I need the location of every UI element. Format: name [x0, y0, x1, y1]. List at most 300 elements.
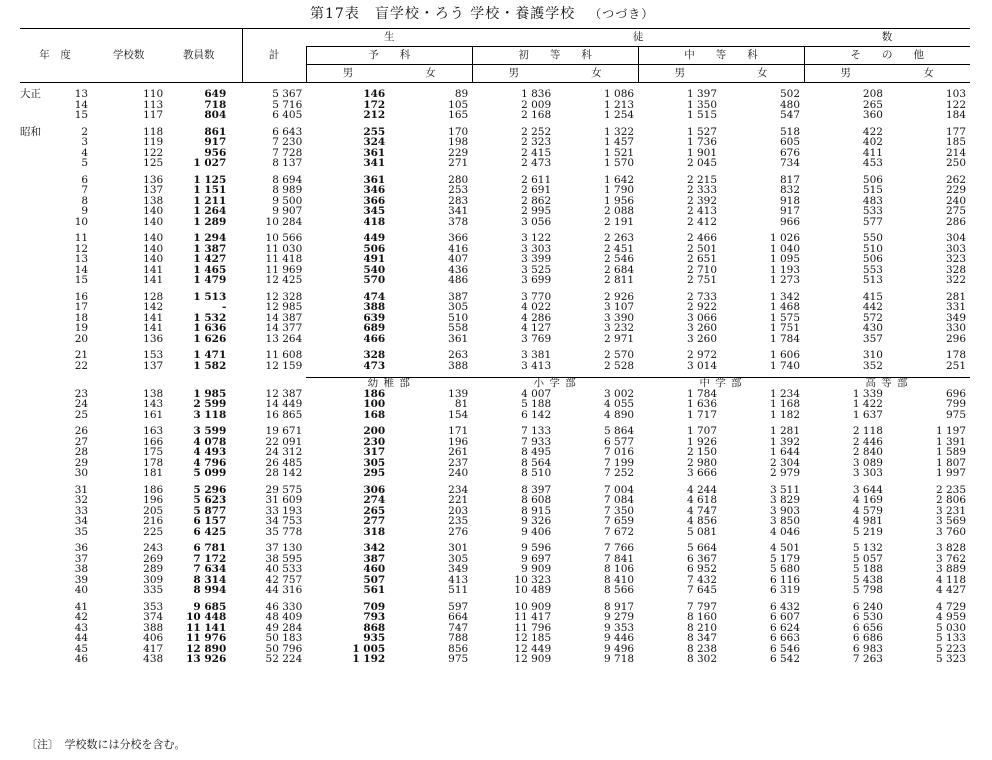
spacer-cell: [230, 602, 242, 613]
value-cell: 14 449: [265, 398, 303, 410]
value-cell: 676: [779, 146, 800, 159]
title-sub: （つづき）: [589, 7, 655, 21]
spacer-cell: [230, 426, 242, 437]
value-cell: 6 686: [852, 632, 883, 644]
value-cell: 5 132: [852, 542, 883, 554]
era-cell: [20, 185, 53, 196]
value-cell: 361: [448, 332, 469, 345]
year-cell: 15: [74, 274, 89, 286]
value-cell: 9 697: [521, 552, 552, 565]
value-cell: 234: [448, 483, 469, 496]
value-cell: 225: [143, 525, 164, 538]
value-cell: 5 367: [272, 88, 303, 100]
value-cell: 310: [862, 349, 883, 361]
value-cell: 1 575: [769, 311, 800, 324]
era-cell: [20, 323, 53, 334]
spacer-cell: [230, 275, 242, 286]
value-cell: 13 926: [186, 653, 227, 665]
value-cell: 1 342: [769, 290, 800, 303]
value-cell: 2 599: [193, 398, 227, 410]
value-cell: 250: [945, 157, 966, 169]
value-cell: 436: [448, 263, 469, 276]
value-cell: 306: [363, 483, 386, 496]
era-cell: [20, 313, 53, 324]
value-cell: 140: [143, 253, 164, 265]
value-cell: 10 448: [186, 611, 227, 623]
spacer-cell: [230, 516, 242, 527]
value-cell: 6 983: [852, 642, 883, 655]
value-cell: 483: [862, 194, 883, 207]
value-cell: 453: [862, 157, 883, 169]
value-cell: 3 303: [852, 467, 883, 479]
spacer-cell: [230, 302, 242, 313]
value-cell: 37 130: [265, 542, 303, 554]
table-row: [20, 275, 970, 286]
year-cell: 11: [74, 232, 89, 244]
value-cell: 466: [363, 332, 386, 345]
value-cell: 430: [862, 322, 883, 334]
value-cell: 9 909: [521, 563, 552, 575]
value-cell: 402: [862, 136, 883, 148]
value-cell: 3 569: [935, 515, 966, 527]
value-cell: 137: [143, 359, 164, 372]
value-cell: 2 528: [604, 359, 635, 372]
value-cell: 14 377: [265, 322, 303, 334]
value-cell: 4 286: [521, 311, 552, 324]
value-cell: 286: [945, 215, 966, 228]
table-row: [20, 516, 970, 527]
table-header: [20, 29, 970, 90]
value-cell: 200: [363, 425, 386, 437]
value-cell: 1 636: [686, 398, 718, 410]
value-cell: 1 086: [604, 88, 635, 100]
year-cell: 25: [74, 408, 89, 421]
value-cell: 917: [779, 205, 800, 217]
value-cell: 212: [363, 109, 386, 121]
year-cell: 34: [74, 515, 89, 527]
value-cell: 2 972: [686, 349, 718, 361]
value-cell: 7 004: [604, 483, 635, 496]
value-cell: 6 319: [769, 584, 800, 596]
spacer-cell: [230, 554, 242, 565]
value-cell: 1 264: [193, 205, 227, 217]
value-cell: 8 566: [604, 584, 635, 596]
header-female: 女: [389, 65, 472, 83]
value-cell: 280: [448, 173, 469, 186]
value-cell: 7 766: [604, 542, 635, 554]
value-cell: 1 422: [852, 398, 883, 410]
value-cell: 251: [945, 359, 966, 372]
value-cell: 1 350: [686, 98, 718, 111]
value-cell: 214: [945, 146, 966, 159]
value-cell: 301: [448, 542, 469, 554]
era-cell: [20, 543, 53, 554]
value-cell: 8 495: [521, 446, 552, 458]
value-cell: 142: [143, 301, 164, 313]
value-cell: 2 684: [604, 263, 635, 276]
era-cell: [20, 350, 53, 361]
value-cell: 186: [363, 387, 386, 400]
value-cell: 7 350: [604, 504, 635, 517]
era-cell: [20, 389, 53, 400]
value-cell: 3 829: [769, 494, 800, 506]
year-cell: 13: [74, 253, 89, 265]
value-cell: 240: [945, 194, 966, 207]
subheader-chugakubu: 中 学 部: [638, 378, 804, 389]
value-cell: 361: [363, 146, 386, 159]
value-cell: 1 125: [193, 173, 227, 186]
value-cell: 10 909: [514, 600, 552, 613]
value-cell: 40 533: [265, 563, 303, 575]
table-row: [20, 254, 970, 265]
value-cell: 196: [448, 435, 469, 448]
value-cell: 113: [143, 98, 164, 111]
value-cell: 7 645: [686, 584, 718, 596]
value-cell: 265: [862, 98, 883, 111]
value-cell: 9 596: [521, 542, 552, 554]
value-cell: 9 406: [521, 525, 552, 538]
value-cell: 605: [779, 136, 800, 148]
value-cell: 328: [363, 349, 386, 361]
header-female: 女: [721, 65, 804, 83]
value-cell: 1 465: [193, 263, 227, 276]
value-cell: 411: [862, 146, 883, 159]
spacer-cell: [230, 399, 242, 410]
value-cell: 480: [779, 98, 800, 111]
spacer-cell: [230, 175, 242, 186]
table-row: [20, 447, 970, 458]
value-cell: 137: [143, 184, 164, 196]
value-cell: 2 979: [769, 467, 800, 479]
value-cell: 2 570: [604, 349, 635, 361]
value-cell: 2 751: [686, 274, 718, 286]
value-cell: 7 172: [193, 552, 227, 565]
value-cell: 374: [143, 611, 164, 623]
spacer-cell: [230, 468, 242, 479]
year-cell: 30: [74, 467, 89, 479]
spacer-cell: [230, 185, 242, 196]
value-cell: 2 235: [935, 483, 966, 496]
value-cell: 5 219: [852, 525, 883, 538]
spacer-cell: [230, 447, 242, 458]
value-cell: 322: [945, 274, 966, 286]
table-row: [20, 185, 970, 196]
year-cell: 37: [74, 552, 89, 565]
year-cell: 18: [74, 311, 89, 324]
value-cell: 141: [143, 274, 164, 286]
header-year: 年 度: [39, 49, 71, 62]
year-cell: 12: [74, 242, 89, 255]
table-row: [20, 158, 970, 169]
value-cell: 1 005: [352, 642, 386, 655]
value-cell: 709: [363, 600, 386, 613]
value-cell: 184: [945, 109, 966, 121]
table-row: [20, 89, 970, 100]
year-cell: 10: [74, 215, 89, 228]
value-cell: 230: [363, 435, 386, 448]
footnote: 〔注〕 学校数には分校を含む。: [26, 738, 186, 751]
value-cell: 143: [143, 398, 164, 410]
value-cell: 6 142: [521, 408, 552, 421]
era-cell: [20, 495, 53, 506]
value-cell: 804: [204, 109, 227, 121]
value-cell: 3 002: [604, 387, 635, 400]
era-cell: [20, 217, 53, 228]
table-title: [310, 3, 654, 23]
value-cell: 274: [363, 494, 386, 506]
value-cell: 1 281: [769, 425, 800, 437]
value-cell: 42 757: [265, 573, 303, 586]
value-cell: 1 193: [769, 263, 800, 276]
value-cell: 1 570: [604, 157, 635, 169]
era-cell: [20, 233, 53, 244]
value-cell: 10 489: [514, 584, 552, 596]
value-cell: 6 656: [852, 621, 883, 634]
value-cell: 4 729: [935, 600, 966, 613]
value-cell: 7 016: [604, 446, 635, 458]
value-cell: 3 260: [686, 322, 718, 334]
value-cell: 4 118: [935, 573, 966, 586]
value-cell: 3 122: [521, 232, 552, 244]
table-row: [20, 399, 970, 410]
value-cell: 1 926: [686, 435, 718, 448]
year-cell: 9: [81, 205, 89, 217]
value-cell: 649: [204, 88, 227, 100]
year-cell: 4: [81, 146, 89, 159]
value-cell: 1 784: [686, 387, 718, 400]
value-cell: 1 636: [193, 322, 227, 334]
value-cell: 2 415: [521, 146, 552, 159]
value-cell: 8 314: [193, 573, 227, 586]
value-cell: 9 353: [604, 621, 635, 634]
value-cell: 1 468: [769, 301, 800, 313]
value-cell: 5 188: [521, 398, 552, 410]
value-cell: 330: [945, 322, 966, 334]
value-cell: 506: [862, 253, 883, 265]
value-cell: 6 546: [769, 642, 800, 655]
value-cell: 6 116: [769, 573, 800, 586]
value-cell: 33 193: [265, 504, 303, 517]
value-cell: 639: [363, 311, 386, 324]
value-cell: 1 234: [769, 387, 800, 400]
value-cell: 178: [143, 456, 164, 469]
value-cell: 7 230: [272, 136, 303, 148]
value-cell: 11 417: [514, 611, 552, 623]
value-cell: 4 493: [193, 446, 227, 458]
spacer-cell: [230, 196, 242, 207]
year-cell: 3: [81, 136, 89, 148]
value-cell: 103: [945, 88, 966, 100]
value-cell: 141: [143, 263, 164, 276]
value-cell: 35 778: [265, 525, 303, 538]
year-cell: 21: [74, 349, 89, 361]
value-cell: 3 903: [769, 504, 800, 517]
year-cell: 13: [74, 88, 89, 100]
era-cell: [20, 196, 53, 207]
value-cell: 7 841: [604, 552, 635, 565]
value-cell: 856: [448, 642, 469, 655]
value-cell: 2 971: [604, 332, 635, 345]
year-cell: 22: [74, 359, 89, 372]
value-cell: 547: [779, 109, 800, 121]
era-cell: [20, 468, 53, 479]
value-cell: 1 026: [769, 232, 800, 244]
value-cell: 1 213: [604, 98, 635, 111]
value-cell: 161: [143, 408, 164, 421]
year-cell: 23: [74, 387, 89, 400]
value-cell: 8 694: [272, 173, 303, 186]
value-cell: 1 339: [852, 387, 883, 400]
spacer-cell: [230, 292, 242, 303]
value-cell: 1 397: [686, 88, 718, 100]
value-cell: 263: [448, 349, 469, 361]
value-cell: 181: [143, 467, 164, 479]
value-cell: 817: [779, 173, 800, 186]
value-cell: 1 289: [193, 215, 227, 228]
era-cell: [20, 585, 53, 596]
year-cell: 32: [74, 494, 89, 506]
era-cell: [20, 554, 53, 565]
value-cell: 177: [945, 125, 966, 138]
value-cell: 1 391: [935, 435, 966, 448]
value-cell: 44 316: [265, 584, 303, 596]
era-cell: [20, 426, 53, 437]
value-cell: 1 644: [769, 446, 800, 458]
value-cell: 2 733: [686, 290, 718, 303]
value-cell: 2 501: [686, 242, 718, 255]
value-cell: 4 427: [935, 584, 966, 596]
table-row: [20, 468, 970, 479]
value-cell: 305: [363, 456, 386, 469]
value-cell: 3 014: [686, 359, 718, 372]
value-cell: 5 864: [604, 425, 635, 437]
spacer-cell: [230, 127, 242, 138]
value-cell: 473: [363, 359, 386, 372]
value-cell: 975: [945, 408, 966, 421]
value-cell: 1 784: [769, 332, 800, 345]
year-cell: 28: [74, 446, 89, 458]
value-cell: 9 496: [604, 642, 635, 655]
value-cell: 235: [448, 515, 469, 527]
value-cell: 2 150: [686, 446, 718, 458]
value-cell: 8 397: [521, 483, 552, 496]
value-cell: 506: [862, 173, 883, 186]
value-cell: 12 159: [265, 359, 303, 372]
value-cell: 3 399: [521, 253, 552, 265]
value-cell: 2 215: [686, 173, 718, 186]
value-cell: 255: [363, 125, 386, 138]
header-sonota: そ の 他: [804, 47, 970, 65]
era-cell: [20, 485, 53, 496]
value-cell: 265: [363, 504, 386, 517]
table-body-postwar: [20, 389, 970, 671]
value-cell: 81: [454, 398, 469, 410]
value-cell: 366: [363, 194, 386, 207]
value-cell: 8 989: [272, 184, 303, 196]
value-cell: 7 672: [604, 525, 635, 538]
value-cell: 128: [143, 290, 164, 303]
value-cell: 8 160: [686, 611, 718, 623]
value-cell: 3 107: [604, 301, 635, 313]
table-row: [20, 350, 970, 361]
value-cell: 122: [143, 146, 164, 159]
value-cell: 2 466: [686, 232, 718, 244]
value-cell: 12 985: [265, 301, 303, 313]
value-cell: 305: [448, 552, 469, 565]
value-cell: 9 500: [272, 194, 303, 207]
value-cell: 1 254: [604, 109, 635, 121]
header-yoka: 予 科: [306, 47, 472, 65]
value-cell: 171: [448, 425, 469, 437]
value-cell: 12 185: [514, 632, 552, 644]
value-cell: 175: [143, 446, 164, 458]
spacer-cell: [230, 89, 242, 100]
value-cell: 460: [363, 563, 386, 575]
value-cell: 105: [448, 98, 469, 111]
spacer-cell: [230, 334, 242, 345]
value-cell: 303: [945, 242, 966, 255]
table-row: [20, 323, 970, 334]
value-cell: 12 449: [514, 642, 552, 655]
value-cell: 317: [363, 446, 386, 458]
era-cell: [20, 334, 53, 345]
era-cell: [20, 148, 53, 159]
value-cell: 4 981: [852, 515, 883, 527]
value-cell: 5 223: [935, 642, 966, 655]
table-row: [20, 527, 970, 538]
era-cell: [20, 644, 53, 655]
value-cell: 1 642: [604, 173, 635, 186]
value-cell: 8 994: [193, 584, 227, 596]
table-row: [20, 564, 970, 575]
value-cell: 689: [363, 322, 386, 334]
value-cell: 378: [448, 215, 469, 228]
value-cell: 6 157: [193, 515, 227, 527]
value-cell: 140: [143, 232, 164, 244]
value-cell: 140: [143, 215, 164, 228]
value-cell: 696: [945, 387, 966, 400]
value-cell: -: [221, 301, 227, 313]
value-cell: 2 451: [604, 242, 635, 255]
spacer-cell: [230, 323, 242, 334]
spacer-cell: [230, 410, 242, 421]
value-cell: 46 330: [265, 600, 303, 613]
table-row: [20, 110, 970, 121]
value-cell: 2 323: [521, 136, 552, 148]
value-cell: 533: [862, 205, 883, 217]
value-cell: 345: [363, 205, 386, 217]
era-cell: [20, 399, 53, 410]
value-cell: 138: [143, 194, 164, 207]
value-cell: 12 387: [265, 387, 303, 400]
year-cell: 46: [74, 653, 89, 665]
value-cell: 50 183: [265, 632, 303, 644]
value-cell: 353: [143, 600, 164, 613]
value-cell: 5 057: [852, 552, 883, 565]
value-cell: 415: [862, 290, 883, 303]
spacer-cell: [230, 244, 242, 255]
value-cell: 1 151: [193, 184, 227, 196]
value-cell: 1 956: [604, 194, 635, 207]
value-cell: 253: [448, 184, 469, 196]
header-male: 男: [306, 65, 389, 83]
spacer-cell: [230, 485, 242, 496]
spacer-cell: [230, 623, 242, 634]
value-cell: 1 515: [686, 109, 718, 121]
value-cell: 3 850: [769, 515, 800, 527]
value-cell: 1 985: [193, 387, 227, 400]
spacer-cell: [230, 350, 242, 361]
